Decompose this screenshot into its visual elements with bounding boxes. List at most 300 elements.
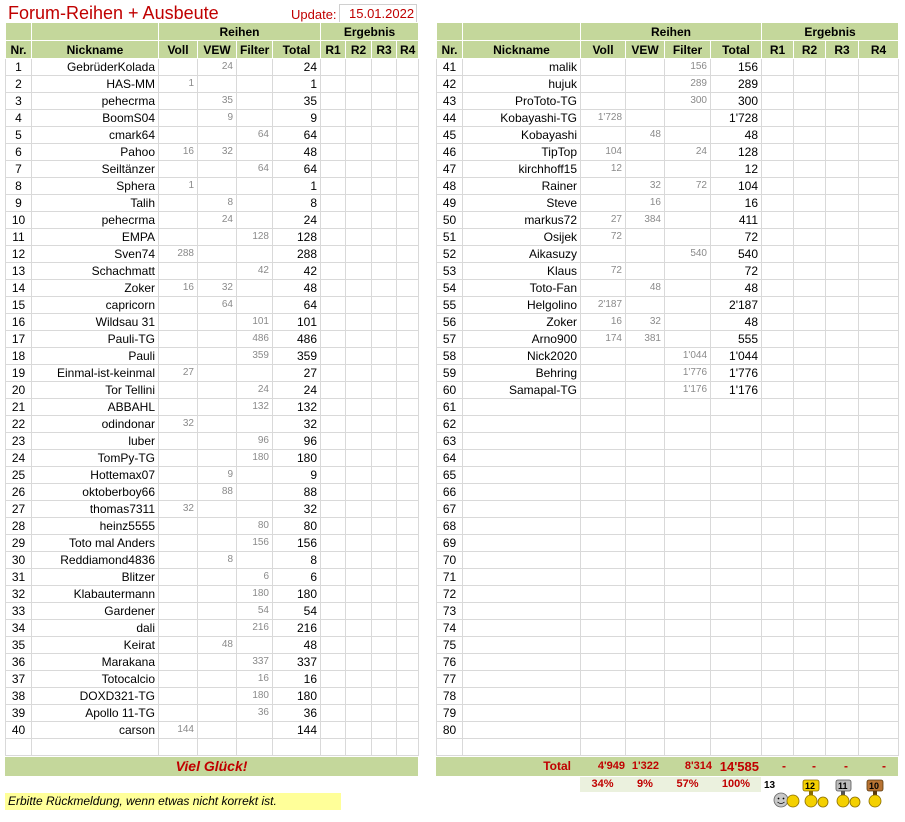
cell-voll[interactable]: 27 (581, 212, 626, 229)
cell-filter[interactable] (665, 161, 711, 178)
cell-voll[interactable] (581, 450, 626, 467)
cell-blank[interactable] (346, 739, 372, 756)
cell-total[interactable] (711, 654, 762, 671)
cell-nickname[interactable]: Toto-Fan (463, 280, 581, 297)
cell-total[interactable]: 48 (273, 144, 321, 161)
cell-r1[interactable] (321, 161, 346, 178)
cell-voll[interactable] (159, 229, 198, 246)
cell-filter[interactable]: 1'044 (665, 348, 711, 365)
cell-voll[interactable] (159, 314, 198, 331)
cell-r2[interactable] (346, 195, 372, 212)
cell-voll[interactable] (159, 450, 198, 467)
cell-r2[interactable] (346, 246, 372, 263)
cell-r3[interactable] (372, 297, 397, 314)
cell-vew[interactable] (198, 705, 237, 722)
cell-nickname[interactable]: kirchhoff15 (463, 161, 581, 178)
cell-voll[interactable] (581, 688, 626, 705)
cell-r2[interactable] (794, 433, 826, 450)
cell-voll[interactable] (581, 76, 626, 93)
cell-total[interactable]: 180 (273, 586, 321, 603)
cell-r2[interactable] (794, 399, 826, 416)
cell-vew[interactable] (198, 127, 237, 144)
cell-total[interactable]: 1'044 (711, 348, 762, 365)
cell-voll[interactable] (159, 212, 198, 229)
cell-nickname[interactable]: Schachmatt (32, 263, 159, 280)
cell-nickname[interactable] (463, 722, 581, 739)
cell-total[interactable]: 42 (273, 263, 321, 280)
cell-filter[interactable]: 16 (237, 671, 273, 688)
cell-voll[interactable] (581, 705, 626, 722)
cell-r2[interactable] (794, 705, 826, 722)
cell-nr[interactable]: 66 (437, 484, 463, 501)
cell-filter[interactable] (665, 484, 711, 501)
cell-r1[interactable] (762, 586, 794, 603)
cell-r3[interactable] (826, 603, 859, 620)
cell-nr[interactable]: 71 (437, 569, 463, 586)
cell-filter[interactable] (237, 722, 273, 739)
cell-total[interactable]: 48 (273, 637, 321, 654)
cell-filter[interactable]: 24 (237, 382, 273, 399)
cell-r1[interactable] (762, 110, 794, 127)
cell-voll[interactable] (159, 569, 198, 586)
cell-r2[interactable] (794, 331, 826, 348)
cell-filter[interactable] (665, 603, 711, 620)
cell-r2[interactable] (346, 229, 372, 246)
cell-nr[interactable]: 1 (6, 59, 32, 76)
cell-r3[interactable] (826, 484, 859, 501)
cell-r4[interactable] (859, 705, 899, 722)
cell-r3[interactable] (372, 535, 397, 552)
cell-r4[interactable] (397, 722, 419, 739)
cell-r2[interactable] (794, 263, 826, 280)
cell-r3[interactable] (826, 433, 859, 450)
cell-vew[interactable] (626, 433, 665, 450)
cell-r3[interactable] (372, 365, 397, 382)
cell-blank[interactable] (397, 739, 419, 756)
cell-r3[interactable] (372, 722, 397, 739)
cell-r4[interactable] (859, 416, 899, 433)
cell-r4[interactable] (397, 518, 419, 535)
cell-filter[interactable] (665, 705, 711, 722)
cell-nickname[interactable]: Apollo 11-TG (32, 705, 159, 722)
cell-voll[interactable] (159, 637, 198, 654)
cell-total[interactable]: 24 (273, 382, 321, 399)
cell-filter[interactable]: 128 (237, 229, 273, 246)
cell-filter[interactable] (665, 654, 711, 671)
cell-vew[interactable] (626, 586, 665, 603)
cell-r3[interactable] (826, 297, 859, 314)
cell-r2[interactable] (794, 314, 826, 331)
cell-total[interactable]: 359 (273, 348, 321, 365)
cell-nr[interactable]: 34 (6, 620, 32, 637)
cell-voll[interactable] (581, 467, 626, 484)
cell-filter[interactable]: 486 (237, 331, 273, 348)
cell-nr[interactable]: 59 (437, 365, 463, 382)
cell-voll[interactable]: 27 (159, 365, 198, 382)
cell-vew[interactable]: 35 (198, 93, 237, 110)
cell-r3[interactable] (826, 705, 859, 722)
cell-filter[interactable]: 64 (237, 127, 273, 144)
cell-filter[interactable] (237, 501, 273, 518)
cell-r4[interactable] (397, 365, 419, 382)
cell-nr[interactable]: 49 (437, 195, 463, 212)
cell-vew[interactable] (626, 382, 665, 399)
cell-r3[interactable] (826, 93, 859, 110)
cell-nr[interactable]: 61 (437, 399, 463, 416)
cell-r4[interactable] (859, 280, 899, 297)
cell-nr[interactable]: 36 (6, 654, 32, 671)
cell-r1[interactable] (762, 212, 794, 229)
cell-nickname[interactable]: luber (32, 433, 159, 450)
cell-r2[interactable] (346, 705, 372, 722)
cell-r3[interactable] (372, 705, 397, 722)
cell-r4[interactable] (859, 93, 899, 110)
cell-total[interactable] (711, 467, 762, 484)
cell-filter[interactable] (237, 246, 273, 263)
cell-blank[interactable] (198, 739, 237, 756)
cell-voll[interactable] (581, 280, 626, 297)
cell-r4[interactable] (859, 637, 899, 654)
cell-r4[interactable] (859, 110, 899, 127)
cell-total[interactable]: 64 (273, 127, 321, 144)
cell-r2[interactable] (346, 620, 372, 637)
update-date-field[interactable]: 15.01.2022 (339, 4, 417, 23)
cell-nickname[interactable]: Kobayashi (463, 127, 581, 144)
cell-r4[interactable] (397, 110, 419, 127)
cell-r2[interactable] (794, 620, 826, 637)
cell-filter[interactable] (237, 637, 273, 654)
cell-r1[interactable] (321, 467, 346, 484)
cell-r1[interactable] (762, 76, 794, 93)
cell-filter[interactable] (665, 450, 711, 467)
cell-r2[interactable] (346, 518, 372, 535)
cell-r3[interactable] (826, 671, 859, 688)
cell-nr[interactable]: 19 (6, 365, 32, 382)
cell-r2[interactable] (346, 110, 372, 127)
cell-r2[interactable] (794, 297, 826, 314)
cell-blank[interactable] (6, 739, 32, 756)
cell-vew[interactable]: 24 (198, 59, 237, 76)
cell-r4[interactable] (397, 144, 419, 161)
cell-r4[interactable] (859, 76, 899, 93)
cell-r4[interactable] (397, 93, 419, 110)
cell-nr[interactable]: 37 (6, 671, 32, 688)
cell-r1[interactable] (762, 144, 794, 161)
cell-total[interactable]: 1'776 (711, 365, 762, 382)
cell-r3[interactable] (372, 178, 397, 195)
cell-r2[interactable] (794, 127, 826, 144)
cell-nr[interactable]: 78 (437, 688, 463, 705)
cell-nickname[interactable]: Behring (463, 365, 581, 382)
cell-r3[interactable] (826, 110, 859, 127)
cell-r4[interactable] (859, 467, 899, 484)
cell-r4[interactable] (397, 620, 419, 637)
cell-r2[interactable] (346, 59, 372, 76)
cell-blank[interactable] (581, 739, 626, 756)
cell-nr[interactable]: 64 (437, 450, 463, 467)
cell-r4[interactable] (397, 399, 419, 416)
cell-nickname[interactable]: Kobayashi-TG (463, 110, 581, 127)
cell-blank[interactable] (826, 739, 859, 756)
cell-r1[interactable] (762, 603, 794, 620)
cell-r2[interactable] (346, 586, 372, 603)
cell-r2[interactable] (346, 399, 372, 416)
cell-total[interactable]: 156 (273, 535, 321, 552)
cell-r2[interactable] (346, 637, 372, 654)
cell-filter[interactable] (237, 467, 273, 484)
cell-filter[interactable] (237, 212, 273, 229)
cell-voll[interactable]: 144 (159, 722, 198, 739)
cell-total[interactable] (711, 416, 762, 433)
cell-total[interactable]: 24 (273, 59, 321, 76)
cell-filter[interactable] (665, 467, 711, 484)
cell-r2[interactable] (794, 59, 826, 76)
cell-r1[interactable] (321, 671, 346, 688)
cell-r4[interactable] (397, 467, 419, 484)
cell-filter[interactable] (665, 110, 711, 127)
cell-r4[interactable] (859, 229, 899, 246)
cell-r3[interactable] (826, 552, 859, 569)
cell-r2[interactable] (346, 467, 372, 484)
cell-nr[interactable]: 17 (6, 331, 32, 348)
cell-r3[interactable] (826, 280, 859, 297)
cell-nr[interactable]: 80 (437, 722, 463, 739)
cell-vew[interactable]: 384 (626, 212, 665, 229)
cell-r1[interactable] (321, 722, 346, 739)
cell-nickname[interactable]: Marakana (32, 654, 159, 671)
cell-r1[interactable] (762, 433, 794, 450)
cell-r4[interactable] (859, 195, 899, 212)
cell-voll[interactable]: 16 (159, 144, 198, 161)
cell-vew[interactable] (626, 688, 665, 705)
cell-total[interactable] (711, 637, 762, 654)
cell-voll[interactable]: 72 (581, 263, 626, 280)
cell-r2[interactable] (794, 365, 826, 382)
cell-vew[interactable] (198, 518, 237, 535)
cell-total[interactable] (711, 569, 762, 586)
cell-filter[interactable] (237, 144, 273, 161)
cell-voll[interactable] (581, 416, 626, 433)
cell-voll[interactable]: 72 (581, 229, 626, 246)
cell-filter[interactable] (665, 127, 711, 144)
cell-r4[interactable] (859, 127, 899, 144)
cell-nr[interactable]: 55 (437, 297, 463, 314)
cell-filter[interactable] (665, 297, 711, 314)
cell-voll[interactable] (159, 195, 198, 212)
cell-nr[interactable]: 26 (6, 484, 32, 501)
cell-nickname[interactable]: Reddiamond4836 (32, 552, 159, 569)
cell-voll[interactable]: 1 (159, 76, 198, 93)
cell-r1[interactable] (762, 569, 794, 586)
cell-voll[interactable]: 16 (581, 314, 626, 331)
cell-voll[interactable] (159, 263, 198, 280)
cell-blank[interactable] (32, 739, 159, 756)
cell-voll[interactable] (159, 586, 198, 603)
cell-voll[interactable] (159, 433, 198, 450)
cell-filter[interactable]: 64 (237, 161, 273, 178)
cell-r4[interactable] (397, 246, 419, 263)
cell-r3[interactable] (826, 76, 859, 93)
cell-nr[interactable]: 13 (6, 263, 32, 280)
cell-filter[interactable] (237, 178, 273, 195)
cell-filter[interactable]: 156 (665, 59, 711, 76)
cell-r2[interactable] (794, 654, 826, 671)
cell-r3[interactable] (826, 620, 859, 637)
cell-total[interactable]: 300 (711, 93, 762, 110)
cell-r2[interactable] (346, 433, 372, 450)
cell-total[interactable]: 144 (273, 722, 321, 739)
cell-nr[interactable]: 70 (437, 552, 463, 569)
cell-r1[interactable] (762, 161, 794, 178)
cell-total[interactable]: 104 (711, 178, 762, 195)
cell-total[interactable]: 48 (711, 127, 762, 144)
cell-voll[interactable] (581, 535, 626, 552)
cell-r2[interactable] (794, 688, 826, 705)
cell-voll[interactable] (581, 484, 626, 501)
cell-nr[interactable]: 56 (437, 314, 463, 331)
cell-nr[interactable]: 67 (437, 501, 463, 518)
cell-voll[interactable] (581, 586, 626, 603)
cell-nr[interactable]: 73 (437, 603, 463, 620)
cell-nickname[interactable] (463, 637, 581, 654)
cell-blank[interactable] (859, 739, 899, 756)
cell-total[interactable] (711, 552, 762, 569)
cell-r3[interactable] (372, 212, 397, 229)
cell-total[interactable]: 1 (273, 76, 321, 93)
cell-vew[interactable]: 8 (198, 552, 237, 569)
cell-nr[interactable]: 28 (6, 518, 32, 535)
cell-r2[interactable] (794, 518, 826, 535)
cell-total[interactable] (711, 705, 762, 722)
cell-nickname[interactable]: Wildsau 31 (32, 314, 159, 331)
cell-filter[interactable] (237, 93, 273, 110)
cell-blank[interactable] (626, 739, 665, 756)
cell-r4[interactable] (397, 195, 419, 212)
cell-vew[interactable] (626, 654, 665, 671)
cell-filter[interactable] (237, 195, 273, 212)
cell-filter[interactable]: 216 (237, 620, 273, 637)
cell-total[interactable]: 289 (711, 76, 762, 93)
cell-vew[interactable]: 88 (198, 484, 237, 501)
cell-total[interactable]: 180 (273, 450, 321, 467)
cell-voll[interactable] (159, 93, 198, 110)
cell-nr[interactable]: 31 (6, 569, 32, 586)
cell-filter[interactable] (665, 722, 711, 739)
cell-nr[interactable]: 46 (437, 144, 463, 161)
cell-voll[interactable]: 174 (581, 331, 626, 348)
cell-nickname[interactable]: EMPA (32, 229, 159, 246)
cell-r2[interactable] (346, 382, 372, 399)
cell-nickname[interactable]: TomPy-TG (32, 450, 159, 467)
cell-voll[interactable] (159, 399, 198, 416)
cell-voll[interactable] (581, 127, 626, 144)
cell-nr[interactable]: 75 (437, 637, 463, 654)
cell-total[interactable]: 36 (273, 705, 321, 722)
cell-nickname[interactable] (463, 450, 581, 467)
cell-r3[interactable] (372, 552, 397, 569)
cell-r1[interactable] (762, 195, 794, 212)
cell-nr[interactable]: 77 (437, 671, 463, 688)
cell-vew[interactable]: 64 (198, 297, 237, 314)
cell-nr[interactable]: 27 (6, 501, 32, 518)
cell-r3[interactable] (372, 654, 397, 671)
cell-filter[interactable] (665, 195, 711, 212)
cell-nickname[interactable]: Blitzer (32, 569, 159, 586)
cell-vew[interactable] (626, 110, 665, 127)
cell-r2[interactable] (794, 93, 826, 110)
cell-nr[interactable]: 45 (437, 127, 463, 144)
cell-r3[interactable] (826, 518, 859, 535)
cell-r3[interactable] (372, 76, 397, 93)
cell-filter[interactable] (237, 484, 273, 501)
cell-nickname[interactable] (463, 416, 581, 433)
cell-vew[interactable] (626, 263, 665, 280)
cell-r4[interactable] (397, 450, 419, 467)
cell-nickname[interactable] (463, 671, 581, 688)
cell-nickname[interactable]: TipTop (463, 144, 581, 161)
cell-nr[interactable]: 4 (6, 110, 32, 127)
cell-voll[interactable]: 16 (159, 280, 198, 297)
cell-r1[interactable] (762, 382, 794, 399)
cell-nr[interactable]: 79 (437, 705, 463, 722)
cell-r1[interactable] (762, 671, 794, 688)
cell-r1[interactable] (321, 654, 346, 671)
cell-r2[interactable] (346, 314, 372, 331)
cell-vew[interactable] (198, 365, 237, 382)
cell-total[interactable]: 24 (273, 212, 321, 229)
cell-filter[interactable] (237, 552, 273, 569)
cell-r1[interactable] (762, 314, 794, 331)
cell-nickname[interactable]: thomas7311 (32, 501, 159, 518)
cell-vew[interactable]: 32 (198, 280, 237, 297)
cell-filter[interactable]: 300 (665, 93, 711, 110)
cell-r3[interactable] (372, 399, 397, 416)
cell-r2[interactable] (794, 161, 826, 178)
cell-filter[interactable] (237, 110, 273, 127)
cell-total[interactable]: 72 (711, 263, 762, 280)
cell-r3[interactable] (826, 467, 859, 484)
cell-filter[interactable] (665, 501, 711, 518)
cell-nr[interactable]: 63 (437, 433, 463, 450)
cell-r4[interactable] (859, 603, 899, 620)
cell-r3[interactable] (372, 501, 397, 518)
cell-r2[interactable] (346, 552, 372, 569)
cell-nr[interactable]: 43 (437, 93, 463, 110)
cell-nickname[interactable]: Zoker (32, 280, 159, 297)
cell-vew[interactable] (626, 603, 665, 620)
cell-filter[interactable]: 289 (665, 76, 711, 93)
cell-vew[interactable]: 9 (198, 467, 237, 484)
cell-filter[interactable]: 156 (237, 535, 273, 552)
cell-r1[interactable] (321, 688, 346, 705)
cell-vew[interactable] (198, 450, 237, 467)
cell-filter[interactable]: 36 (237, 705, 273, 722)
cell-nr[interactable]: 40 (6, 722, 32, 739)
cell-r3[interactable] (826, 535, 859, 552)
cell-r4[interactable] (397, 314, 419, 331)
cell-r4[interactable] (397, 348, 419, 365)
cell-nickname[interactable] (463, 586, 581, 603)
cell-r1[interactable] (321, 144, 346, 161)
cell-voll[interactable] (581, 195, 626, 212)
cell-r2[interactable] (346, 603, 372, 620)
cell-r1[interactable] (321, 637, 346, 654)
cell-filter[interactable] (665, 688, 711, 705)
cell-filter[interactable]: 24 (665, 144, 711, 161)
cell-r1[interactable] (321, 382, 346, 399)
cell-nickname[interactable]: Talih (32, 195, 159, 212)
cell-total[interactable]: 216 (273, 620, 321, 637)
